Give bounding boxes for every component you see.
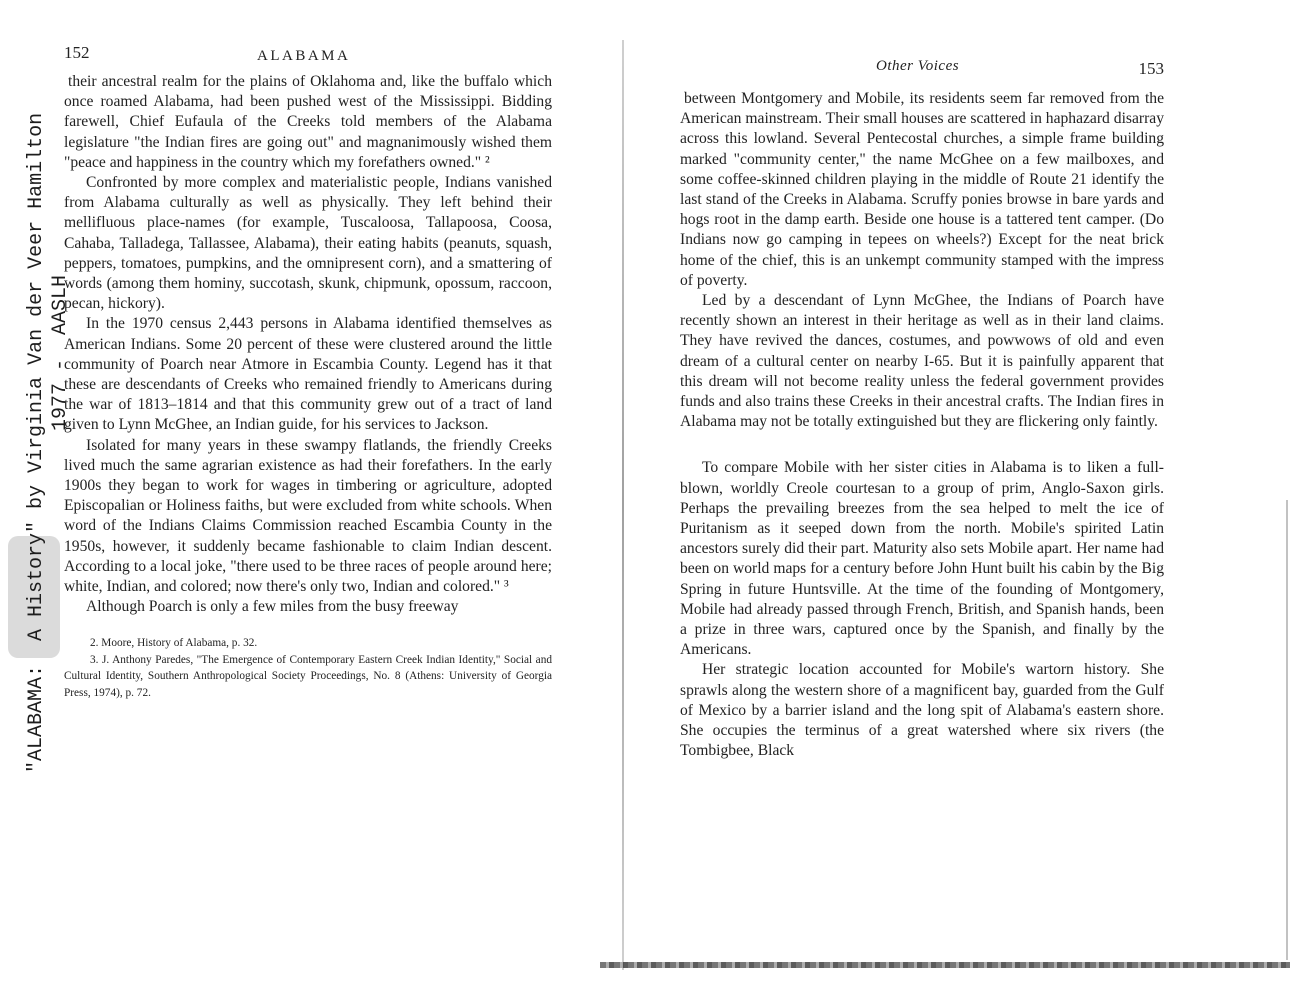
right-paragraph: Led by a descendant of Lynn McGhee, the Indians of Poarch have recently shown an interest in their heritage as well as in their land claims. They have revived the dances, costumes, and powwows of old and even dream of a cultural center on nearby I-65. But it is painfully apparent that this dream will not become reality unless the federal government provides funds and also trains these Creeks in their ancestral crafts. The Indian fires in Alabama may not be totally extinguished but they are flickering only faintly. bbox=[680, 292, 1164, 431]
left-body-text bbox=[64, 72, 552, 617]
right-body-text bbox=[680, 89, 1164, 762]
section-break bbox=[680, 432, 1164, 458]
right-paragraph: Her strategic location accounted for Mobile's wartorn history. She sprawls along the western shore of a magnificent bay, guarded from the Gulf of Mexico by a barrier island and the long spit of Alabama's eastern shore. She occupies the terminus of a great watershed where six rivers (the Tombigbee, Black bbox=[680, 661, 1164, 760]
right-page-number: 153 bbox=[1138, 59, 1164, 78]
right-paragraph: between Montgomery and Mobile, its residents seem far removed from the American mainstream. Their small houses are scattered in haphazard disarray across this lowland. Several Pentecostal churches, a simple frame building marked "community center," the name McGhee on a few mailboxes, and some coffee-skinned children playing in the middle of Route 21 identify the last stand of the Creeks in Alabama. Scruffy ponies browse in bare yards and hogs root in the damp earth. Beside one house is a tattered tent camper. (Do Indians now go camping in tepees on wheels?) Except for the neat brick home of the chief, this is an unkempt community stamped with the impress of poverty. bbox=[680, 90, 1164, 289]
left-paragraph: Although Poarch is only a few miles from the busy freeway bbox=[86, 598, 459, 616]
left-page-number: 152 bbox=[64, 43, 90, 62]
right-paragraph: To compare Mobile with her sister cities in Alabama is to liken a full-blown, worldly Creole courtesan to a group of prim, Anglo-Saxon girls. Perhaps the prevailing breezes from the sea helped to melt the ice of Puritanism as it seeped down from the north. Mobile's spirited Latin ancestors surely did their part. Maturity also sets Mobile apart. Her name had been on world maps for a century before John Hunt built his cabin by the Big Spring in future Huntsville. At the time of the founding of Montgomery, Mobile had already passed through French, British, and Spanish hands, been a prize in three wars, captured once by the Spanish, and finally by the Americans. bbox=[680, 459, 1164, 659]
left-paragraph: In the 1970 census 2,443 persons in Alabama identified themselves as American Indians. Some 20 percent of these were clustered around the little community of Poarch near Atmore in Escambia County. Legend has it that these are descendants of Creeks who remained friendly to Americans during the war of 1813–1814 and that this community grew out of a tract of land given to Lynn McGhee, an Indian guide, for his services to Jackson. bbox=[64, 315, 552, 434]
page-bottom-edge bbox=[600, 962, 1290, 968]
right-page bbox=[680, 55, 1164, 762]
right-running-head bbox=[680, 55, 1164, 89]
footnotes bbox=[64, 635, 552, 701]
book-gutter bbox=[622, 40, 624, 970]
left-paragraph: Isolated for many years in these swampy flatlands, the friendly Creeks lived much the same agrarian existence as had their forefathers. In the early 1900s they began to work for wages in timbering or agriculture, adopted Episcopalian or Holiness faiths, but were excluded from white schools. When word of the Indians Claims Commission reached Escambia County in the 1950s, however, it suddenly became fashionable to claim Indian descent. According to a local joke, "there used to be three races of people around here; white, Indian, and colored; now there's only two, Indian and colored." ³ bbox=[64, 436, 552, 596]
left-running-head bbox=[64, 38, 552, 72]
left-page bbox=[64, 38, 552, 701]
left-running-title: ALABAMA bbox=[257, 48, 351, 64]
footnote: 2. Moore, History of Alabama, p. 32. bbox=[90, 637, 258, 650]
margin-citation-line-1: "ALABAMA: A History" by Virginia Van der Veer Hamilton bbox=[25, 112, 48, 773]
margin-citation-line-2: 1977 - AASLH bbox=[49, 274, 72, 431]
page-right-edge bbox=[1286, 500, 1288, 960]
left-paragraph: Confronted by more complex and materialistic people, Indians vanished from Alabama culturally as well as physically. They left behind their mellifluous place-names (for example, Tuscaloosa, Tallapoosa, Coosa, Cahaba, Talladega, Tallassee, Alabama), their eating habits (peanuts, squash, peppers, tomatoes, pumpkins, and the omnipresent corn), and a smattering of words (among them hominy, succotash, skunk, chipmunk, opossum, raccoon, pecan, hickory). bbox=[64, 174, 552, 313]
right-running-title: Other Voices bbox=[876, 58, 960, 74]
left-paragraph: their ancestral realm for the plains of Oklahoma and, like the buffalo which once roamed Alabama, had been pushed west of the Mississippi. Bidding farewell, Chief Eufaula of the Creeks told members of the Alabama legislature "the Indian fires are going out" and magnanimously wished them "peace and happiness in the country which my forefathers owned." ² bbox=[64, 73, 552, 171]
footnote: 3. J. Anthony Paredes, "The Emergence of Contemporary Eastern Creek Indian Identity," Social and Cultural Identity, Southern Anthropological Society Proceedings, No. 8 (Athens: University of Georgia Press, 1974), p. 72. bbox=[64, 653, 552, 699]
